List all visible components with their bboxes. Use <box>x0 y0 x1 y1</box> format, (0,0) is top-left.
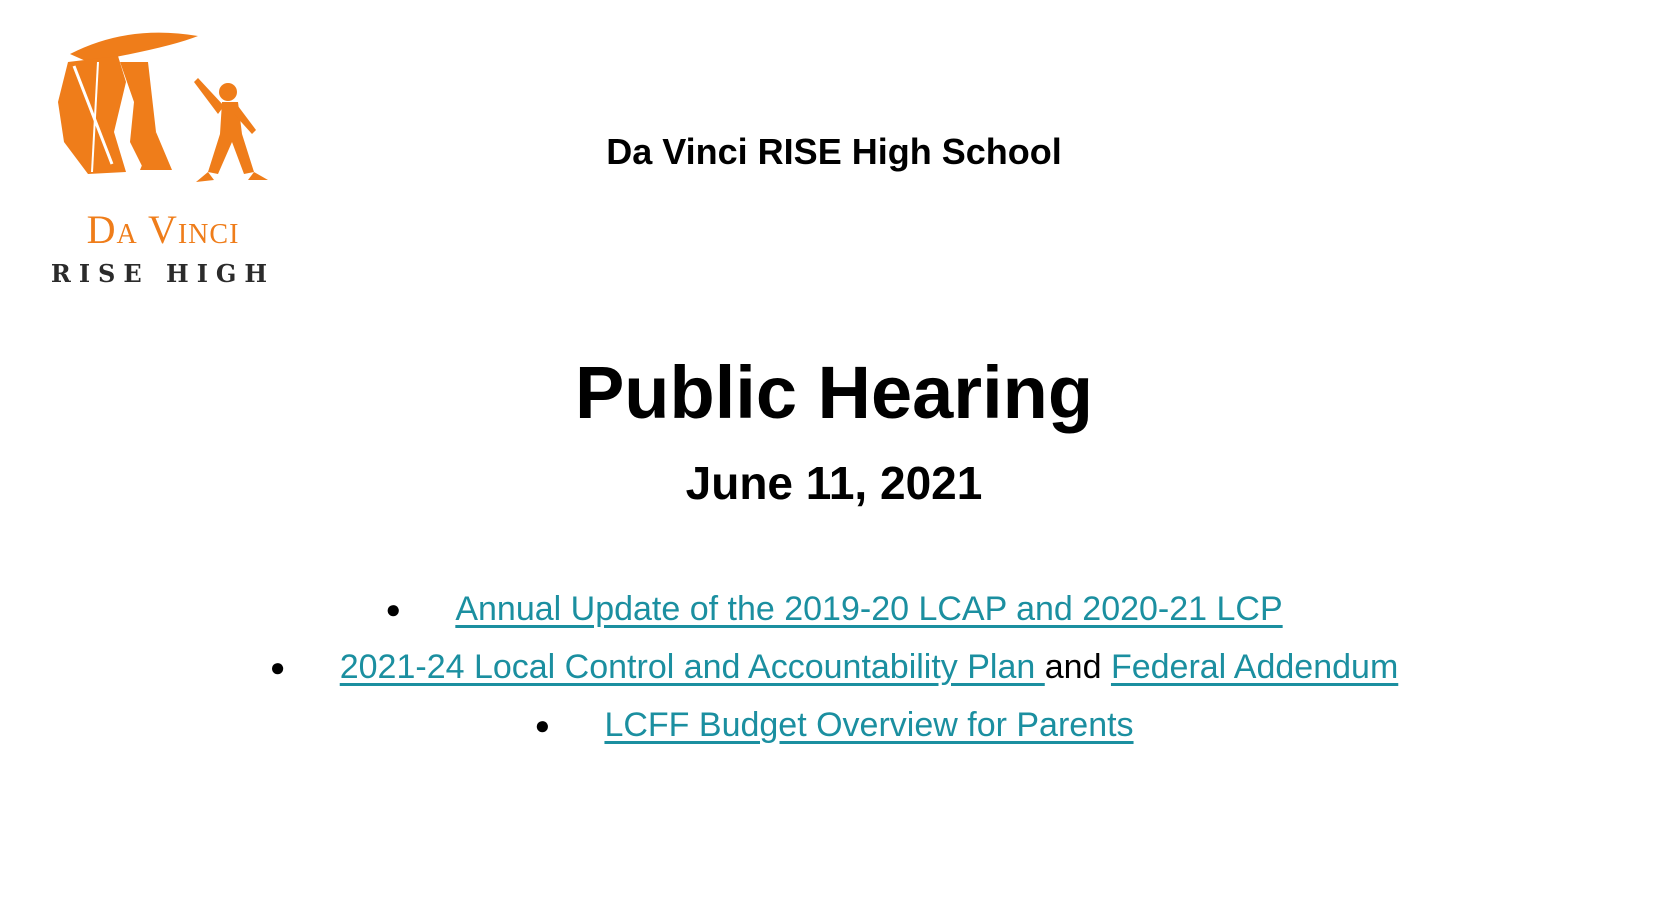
document-link-list <box>0 580 1668 754</box>
bullet-icon: ● <box>385 594 402 624</box>
vitruvian-figure-icon <box>48 22 278 212</box>
bullet-icon: ● <box>269 652 286 682</box>
bullet-icon: ● <box>534 710 551 740</box>
logo-subtitle: RISE HIGH <box>50 259 276 288</box>
lcap-plan-link[interactable]: 2021-24 Local Control and Accountability Plan <box>339 648 1045 686</box>
hearing-date: June 11, 2021 <box>685 457 983 509</box>
page-title: Public Hearing <box>574 351 1094 434</box>
federal-addendum-link[interactable]: Federal Addendum <box>1110 648 1399 686</box>
budget-overview-link[interactable]: LCFF Budget Overview for Parents <box>604 706 1134 744</box>
list-item <box>0 580 1668 638</box>
list-item <box>0 696 1668 754</box>
list-item <box>0 638 1668 696</box>
logo-wordmark: Da Vinci <box>86 207 240 252</box>
connector-text: and <box>1044 648 1102 686</box>
annual-update-link[interactable]: Annual Update of the 2019-20 LCAP and 2020-21 LCP <box>455 590 1283 628</box>
school-name-heading: Da Vinci RISE High School <box>606 131 1062 172</box>
